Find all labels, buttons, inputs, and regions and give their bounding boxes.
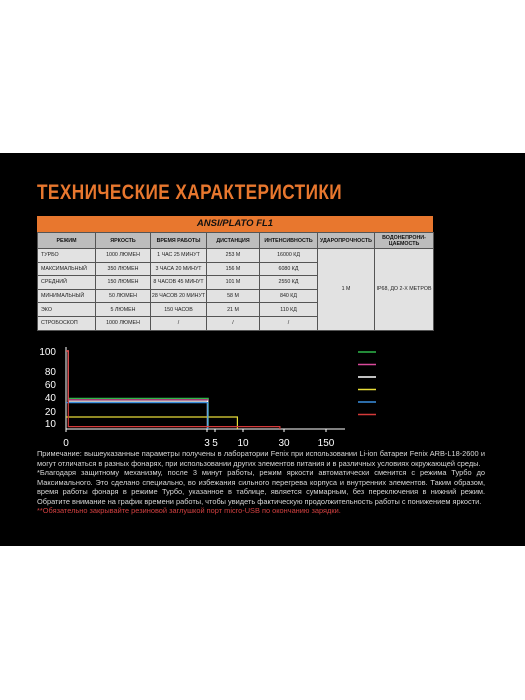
x-tick-label: 30 [278, 438, 290, 449]
cell-intensity: / [260, 316, 318, 330]
x-tick-label: 150 [317, 438, 335, 449]
cell-intensity: 2550 КД [260, 276, 318, 290]
cell-intensity: 840 КД [260, 289, 318, 303]
table-header-row [38, 233, 434, 249]
runtime-chart [0, 339, 525, 449]
x-tick-label: 5 [212, 438, 218, 449]
y-tick-label: 100 [39, 347, 56, 358]
cell-mode: СРЕДНИЙ [38, 276, 96, 290]
cell-runtime: 150 ЧАСОВ [151, 303, 207, 317]
notes-block [37, 449, 485, 516]
cell-mode: МАКСИМАЛЬНЫЙ [38, 262, 96, 276]
cell-distance: 101 М [207, 276, 260, 290]
cell-mode: МИНИМАЛЬНЫЙ [38, 289, 96, 303]
cell-mode: СТРОБОСКОП [38, 316, 96, 330]
cell-runtime: / [151, 316, 207, 330]
cell-impact: 1 М [318, 249, 375, 331]
cell-brightness: 150 ЛЮМЕН [96, 276, 151, 290]
col-header: ИНТЕНСИВНОСТЬ [260, 233, 318, 249]
cell-intensity: 110 КД [260, 303, 318, 317]
spec-table-block [37, 216, 433, 331]
col-header: РЕЖИМ [38, 233, 96, 249]
x-tick-label: 0 [63, 438, 69, 449]
spec-panel [0, 153, 525, 546]
cell-intensity: 6080 КД [260, 262, 318, 276]
spec-table [37, 232, 434, 331]
col-header: УДАРОПРОЧНОСТЬ [318, 233, 375, 249]
page-title: ТЕХНИЧЕСКИЕ ХАРАКТЕРИСТИКИ [37, 181, 343, 204]
col-header: ЯРКОСТЬ [96, 233, 151, 249]
cell-brightness: 1000 ЛЮМЕН [96, 249, 151, 263]
y-tick-label: 20 [44, 407, 56, 418]
cell-distance: / [207, 316, 260, 330]
cell-waterproof: IP68, ДО 2-Х МЕТРОВ [375, 249, 434, 331]
cell-brightness: 5 ЛЮМЕН [96, 303, 151, 317]
y-tick-label: 60 [44, 380, 56, 391]
series-line [66, 417, 237, 429]
y-tick-label: 80 [44, 367, 56, 378]
table-row [38, 249, 434, 263]
cell-intensity: 16000 КД [260, 249, 318, 263]
series-line [66, 403, 208, 429]
cell-distance: 58 М [207, 289, 260, 303]
table-caption: ANSI/PLATO FL1 [37, 216, 433, 232]
y-tick-label: 40 [44, 393, 56, 404]
col-header: ВОДОНЕПРОНИ-ЦАЕМОСТЬ [375, 233, 434, 249]
cell-brightness: 50 ЛЮМЕН [96, 289, 151, 303]
warning-note: **Обязательно закрывайте резиновой заглушкой порт micro-USB по окончанию зарядки. [37, 506, 341, 515]
col-header: ДИСТАНЦИЯ [207, 233, 260, 249]
x-tick-label: 3 [204, 438, 210, 449]
cell-runtime: 1 ЧАС 25 МИНУТ [151, 249, 207, 263]
note-paragraph: Примечание: вышеуказанные параметры получены в лаборатории Fenix при использовании Li-ion батареи Fenix ARB-L18-2600 и могут отличаться в разных фонарях, при использовании других элементов питания и в различных условиях окружающей среды. [37, 449, 485, 468]
cell-runtime: 8 ЧАСОВ 45 МИНУТ [151, 276, 207, 290]
y-tick-label: 10 [44, 419, 56, 430]
note-paragraph: *Благодаря защитному механизму, после 3 минут работы, режим яркости автоматически сменится с режима Турбо до Максимального. Это сделано специально, во избежания сильного перегрева корпуса и внутренних элементов. Таким образом, время работы фонаря в режиме Турбо, указанное в таблице, является суммарным, без переключения в нижний режим. Обратите внимание на график времени работы, чтобы увидеть фактическую продолжительность работы с понижением яркости. [37, 468, 485, 506]
cell-brightness: 350 ЛЮМЕН [96, 262, 151, 276]
cell-distance: 156 М [207, 262, 260, 276]
cell-brightness: 1000 ЛЮМЕН [96, 316, 151, 330]
cell-runtime: 3 ЧАСА 20 МИНУТ [151, 262, 207, 276]
cell-mode: ЭКО [38, 303, 96, 317]
x-tick-label: 10 [237, 438, 249, 449]
col-header: ВРЕМЯ РАБОТЫ [151, 233, 207, 249]
cell-mode: ТУРБО [38, 249, 96, 263]
cell-runtime: 28 ЧАСОВ 20 МИНУТ [151, 289, 207, 303]
cell-distance: 21 М [207, 303, 260, 317]
cell-distance: 253 М [207, 249, 260, 263]
